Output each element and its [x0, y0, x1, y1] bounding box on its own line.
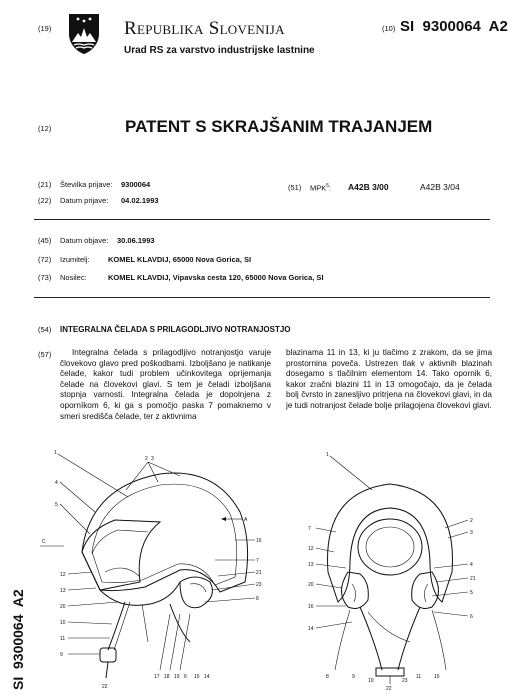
svg-text:A: A — [244, 517, 248, 523]
abstract-right-column: blazinama 11 in 13, ki ju tlačimo z zrakom, da se jima prostornina poveča. Ustrezen tlak v aktivnih blazinah dosegamo s tlačilnim elementom 14. Tako opornik 6, kakor zračni blazini 11 in 13 omogočajo, da je čelada bolj čvrsto in zanesljivo pritrjena na človekovi glavi, in da je tudi notranjost čelade bolje prilagojena človekovi glavi. — [286, 348, 492, 410]
svg-text:16: 16 — [308, 604, 314, 610]
code-19: (19) — [38, 24, 52, 33]
svg-text:11: 11 — [416, 674, 422, 680]
publication-date-label: Datum objave: — [60, 236, 109, 245]
divider — [34, 297, 490, 298]
code-22: (22) — [38, 196, 52, 205]
filing-date: 04.02.1993 — [121, 196, 159, 205]
helmet-side-view — [40, 450, 262, 690]
invention-title: INTEGRALNA ČELADA S PRILAGODLJIVO NOTRANJOSTJO — [60, 325, 291, 334]
code-54: (54) — [38, 325, 52, 334]
svg-text:21: 21 — [470, 576, 476, 582]
code-12: (12) — [38, 124, 52, 133]
svg-text:9: 9 — [352, 674, 355, 680]
code-72: (72) — [38, 255, 52, 264]
svg-text:17: 17 — [154, 674, 160, 680]
ipc-label: MPK$^5$: — [310, 183, 332, 193]
abstract-left-column: Integralna čelada s prilagodljivo notranjostjo varuje človekovo glavo pred poškodbami. Izboljšano je natikanje čelade, kakor tudi problem učinkovitega oprijemanja čelade na človekovi glavi. S tem je čeladi izboljšana stopnja varnosti. Integralna čelada je dopolnjena z oporníkom 6, ki ga s pomočjo paska 7 pomaknemo v smeri središča čelade, ter z aktivnima — [60, 348, 271, 421]
svg-text:15: 15 — [434, 674, 440, 680]
publication-number: SI 9300064 A2 — [400, 18, 508, 35]
svg-text:12: 12 — [60, 572, 66, 578]
svg-text:16: 16 — [256, 538, 262, 544]
code-21: (21) — [38, 180, 52, 189]
svg-text:1: 1 — [326, 452, 329, 458]
coat-of-arms-icon — [66, 12, 102, 61]
ipc-secondary: A42B 3/04 — [420, 182, 460, 192]
svg-text:8: 8 — [256, 596, 259, 602]
holder: KOMEL KLAVDIJ, Vipavska cesta 120, 65000 Nova Gorica, SI — [108, 273, 324, 282]
code-57: (57) — [38, 350, 52, 359]
inventor: KOMEL KLAVDIJ, 65000 Nova Gorica, SI — [108, 255, 252, 264]
svg-text:14: 14 — [308, 626, 314, 632]
svg-text:13: 13 — [60, 588, 66, 594]
country-name: Republika Slovenija — [124, 18, 285, 39]
document-type: PATENT S SKRAJŠANIM TRAJANJEM — [125, 117, 433, 136]
svg-text:3: 3 — [470, 530, 473, 536]
code-73: (73) — [38, 273, 52, 282]
divider — [34, 219, 490, 220]
code-51: (51) — [288, 183, 302, 192]
helmet-front-view — [308, 452, 476, 692]
svg-text:5: 5 — [470, 590, 473, 596]
svg-text:23: 23 — [256, 582, 262, 588]
svg-text:3: 3 — [151, 456, 154, 462]
side-publication-stamp: SI 9300064 A2 — [10, 589, 26, 690]
svg-text:2: 2 — [470, 518, 473, 524]
svg-text:7: 7 — [308, 526, 311, 532]
svg-text:7: 7 — [256, 558, 259, 564]
svg-text:6: 6 — [184, 674, 187, 680]
svg-text:20: 20 — [308, 582, 314, 588]
svg-text:2: 2 — [145, 456, 148, 462]
code-45: (45) — [38, 236, 52, 245]
svg-text:19: 19 — [174, 674, 180, 680]
filing-date-label: Datum prijave: — [60, 196, 109, 205]
svg-text:10: 10 — [60, 620, 66, 626]
patent-drawing — [30, 442, 500, 694]
application-number: 9300064 — [121, 180, 151, 189]
svg-text:15: 15 — [194, 674, 200, 680]
office-name: Urad RS za varstvo industrijske lastnine — [124, 45, 315, 56]
svg-text:4: 4 — [55, 480, 58, 486]
code-10: (10) — [382, 24, 396, 33]
inventor-label: Izumitelj: — [60, 255, 90, 264]
svg-text:9: 9 — [60, 652, 63, 658]
svg-text:20: 20 — [60, 604, 66, 610]
holder-label: Nosilec: — [60, 273, 87, 282]
svg-text:13: 13 — [308, 562, 314, 568]
svg-text:10: 10 — [368, 678, 374, 684]
svg-text:1: 1 — [54, 450, 57, 456]
publication-date: 30.06.1993 — [117, 236, 155, 245]
svg-text:4: 4 — [470, 562, 473, 568]
application-number-label: Številka prijave: — [60, 180, 113, 189]
svg-text:6: 6 — [470, 614, 473, 620]
svg-text:5: 5 — [55, 502, 58, 508]
svg-text:22: 22 — [102, 684, 108, 690]
svg-text:23: 23 — [402, 678, 408, 684]
svg-text:22: 22 — [386, 686, 392, 692]
svg-text:12: 12 — [308, 546, 314, 552]
svg-text:C: C — [42, 539, 46, 545]
svg-text:14: 14 — [204, 674, 210, 680]
ipc-main: A42B 3/00 — [348, 182, 389, 192]
svg-text:21: 21 — [256, 570, 262, 576]
svg-text:11: 11 — [60, 636, 66, 642]
svg-text:18: 18 — [164, 674, 170, 680]
svg-text:8: 8 — [326, 674, 329, 680]
